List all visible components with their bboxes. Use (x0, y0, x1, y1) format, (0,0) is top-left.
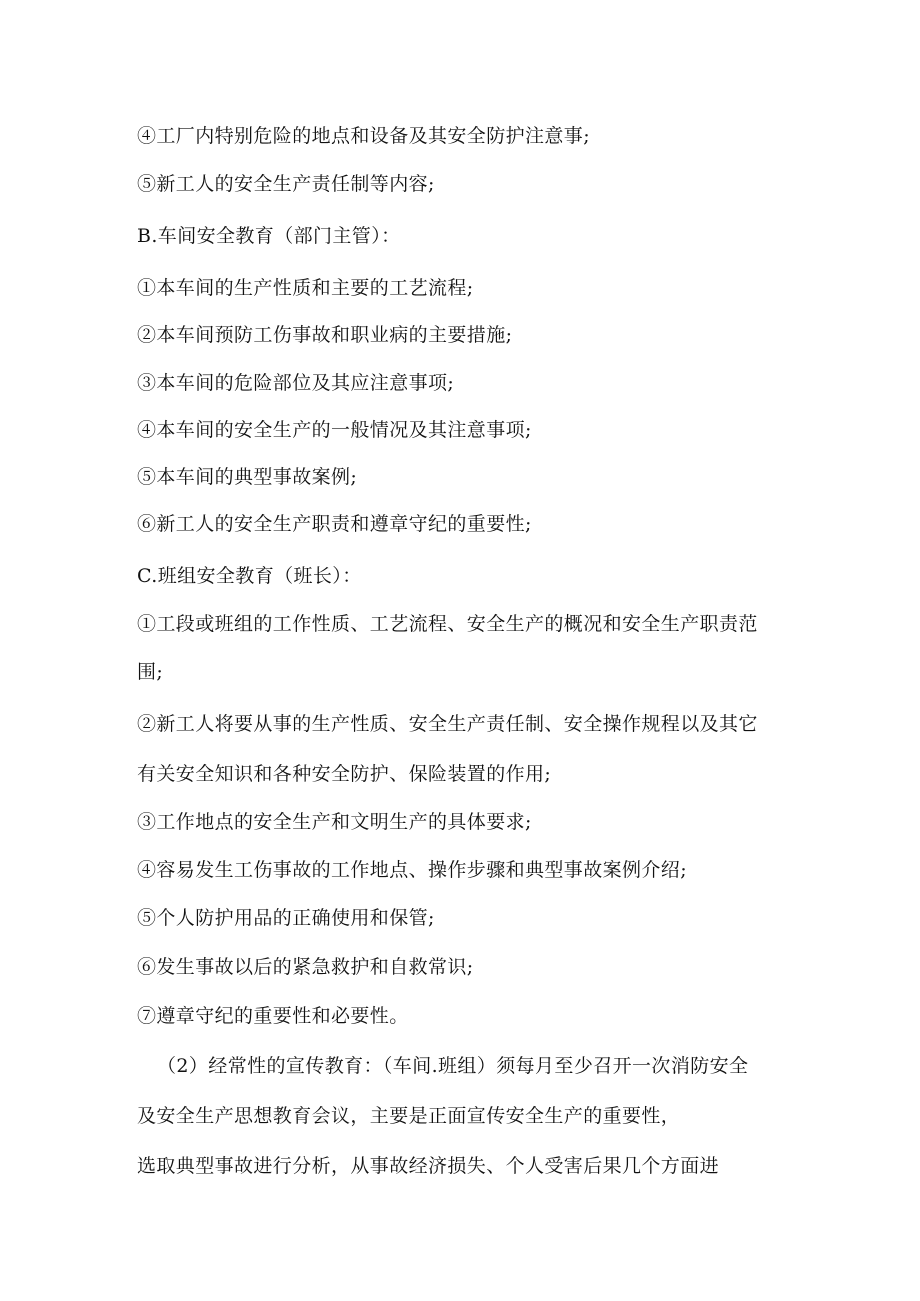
paragraph-line-7: ④本车间的安全生产的一般情况及其注意事项; (137, 419, 532, 441)
paragraph-line-11: ①工段或班组的工作性质、工艺流程、安全生产的概况和安全生产职责范 (137, 613, 758, 635)
paragraph-line-4: ①本车间的生产性质和主要的工艺流程; (137, 277, 474, 299)
paragraph-line-2: ⑤新工人的安全生产责任制等内容; (137, 173, 435, 195)
paragraph-line-18: ⑥发生事故以后的紧急救护和自救常识; (137, 956, 474, 978)
paragraph-line-19: ⑦遵章守纪的重要性和必要性。 (137, 1005, 409, 1027)
paragraph-line-16: ④容易发生工伤事故的工作地点、操作步骤和典型事故案例介绍; (137, 859, 688, 881)
paragraph-line-8: ⑤本车间的典型事故案例; (137, 466, 358, 488)
paragraph-line-6: ③本车间的危险部位及其应注意事项; (137, 372, 455, 394)
paragraph-line-21: 及安全生产思想教育会议，主要是正面宣传安全生产的重要性， (137, 1105, 681, 1127)
paragraph-line-5: ②本车间预防工伤事故和职业病的主要措施; (137, 324, 513, 346)
paragraph-line-9: ⑥新工人的安全生产职责和遵章守纪的重要性; (137, 513, 532, 535)
paragraph-line-15: ③工作地点的安全生产和文明生产的具体要求; (137, 811, 532, 833)
paragraph-line-13: ②新工人将要从事的生产性质、安全生产责任制、安全操作规程以及其它 (137, 713, 758, 735)
paragraph-line-20: （2）经常性的宣传教育：（车间.班组）须每月至少召开一次消防安全 (157, 1055, 749, 1077)
paragraph-line-17: ⑤个人防护用品的正确使用和保管; (137, 907, 435, 929)
paragraph-line-1: ④工厂内特别危险的地点和设备及其安全防护注意事; (137, 125, 591, 147)
section-heading-b: B.车间安全教育（部门主管）： (137, 225, 401, 247)
paragraph-line-14: 有关安全知识和各种安全防护、保险装置的作用; (137, 763, 552, 785)
paragraph-line-12: 围; (137, 661, 164, 683)
section-heading-c: C.班组安全教育（班长）： (137, 565, 362, 587)
paragraph-line-22: 选取典型事故进行分析，从事故经济损失、个人受害后果几个方面进 (137, 1155, 720, 1177)
